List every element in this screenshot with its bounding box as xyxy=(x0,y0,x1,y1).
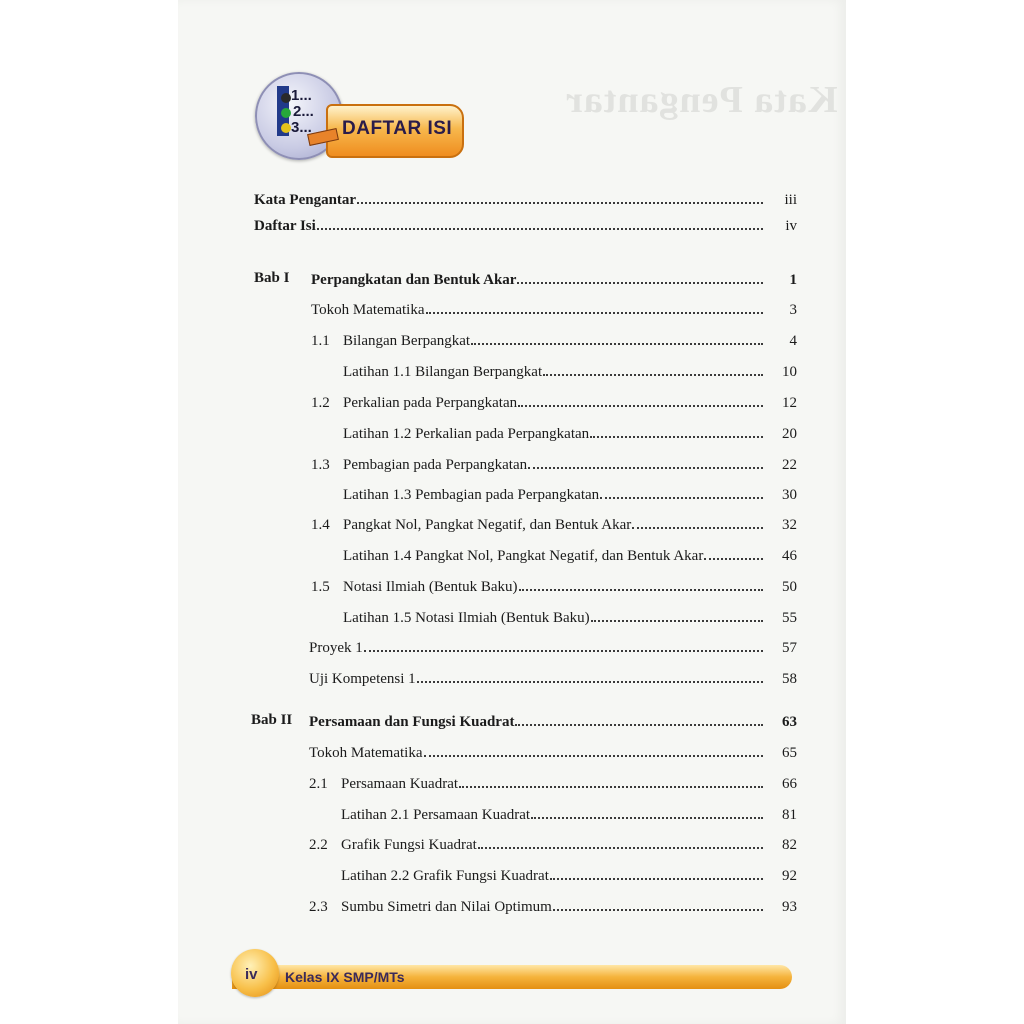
toc-entry-title: Perkalian pada Perpangkatan xyxy=(343,395,518,411)
leader-dots xyxy=(518,393,763,407)
leader-dots xyxy=(417,669,763,683)
section-number: 2.2 xyxy=(309,837,328,853)
leader-dots xyxy=(553,897,763,911)
toc-page-number: 66 xyxy=(782,776,797,792)
toc-page-number: iv xyxy=(785,218,797,234)
toc-page-number: 22 xyxy=(782,457,797,473)
leader-dots xyxy=(426,300,763,314)
toc-entry[interactable] xyxy=(343,424,797,446)
badge-number: 2... xyxy=(293,103,314,120)
toc-entry[interactable] xyxy=(311,577,797,599)
leader-dots xyxy=(478,835,763,849)
section-number: 2.1 xyxy=(309,776,328,792)
section-number: 1.5 xyxy=(311,579,330,595)
toc-entry-title: Grafik Fungsi Kuadrat xyxy=(341,837,477,853)
toc-entry-title: Uji Kompetensi 1 xyxy=(309,671,416,687)
toc-entry-title: Latihan 1.1 Bilangan Berpangkat xyxy=(343,364,543,380)
toc-entry-title: Sumbu Simetri dan Nilai Optimum xyxy=(341,899,552,915)
toc-entry[interactable] xyxy=(309,669,797,691)
toc-entry-title: Latihan 2.1 Persamaan Kuadrat xyxy=(341,807,531,823)
toc-page-number: 93 xyxy=(782,899,797,915)
leader-dots xyxy=(357,190,763,204)
toc-entry[interactable] xyxy=(311,331,797,353)
chapter-label: Bab I xyxy=(254,270,290,286)
toc-entry-title: Kata Pengantar xyxy=(254,192,357,208)
section-number: 1.4 xyxy=(311,517,330,533)
toc-entry-title: Persamaan dan Fungsi Kuadrat xyxy=(309,714,515,730)
toc-entry[interactable] xyxy=(311,393,797,415)
toc-entry-title: Tokoh Matematika xyxy=(309,745,423,761)
toc-entry-title: Perpangkatan dan Bentuk Akar xyxy=(311,272,517,288)
toc-page-number: 58 xyxy=(782,671,797,687)
toc-chapter-1[interactable] xyxy=(311,270,797,292)
bleed-through-text: Kata Pengantar xyxy=(565,79,838,121)
toc-entry-title: Notasi Ilmiah (Bentuk Baku) xyxy=(343,579,518,595)
toc-entry-title: Latihan 1.4 Pangkat Nol, Pangkat Negatif, dan Bentuk Akar xyxy=(343,548,704,564)
toc-entry[interactable] xyxy=(343,362,797,384)
page-title: DAFTAR ISI xyxy=(342,118,453,139)
leader-dots xyxy=(543,362,763,376)
toc-page-number: 12 xyxy=(782,395,797,411)
leader-dots xyxy=(471,331,763,345)
toc-page-number: 63 xyxy=(782,714,797,730)
badge-number: 1... xyxy=(291,87,312,104)
toc-entry-daftar-isi[interactable] xyxy=(254,216,797,238)
toc-entry[interactable] xyxy=(311,515,797,537)
toc-entry[interactable] xyxy=(341,805,797,827)
toc-page-number: 81 xyxy=(782,807,797,823)
leader-dots xyxy=(591,608,763,622)
toc-page-number: 10 xyxy=(782,364,797,380)
bullet-dot-icon xyxy=(281,108,291,118)
toc-entry[interactable] xyxy=(311,300,797,322)
leader-dots xyxy=(531,805,763,819)
toc-entry-title: Pembagian pada Perpangkatan xyxy=(343,457,528,473)
toc-entry[interactable] xyxy=(309,835,797,857)
toc-entry[interactable] xyxy=(341,866,797,888)
toc-entry-title: Persamaan Kuadrat xyxy=(341,776,459,792)
toc-page-number: 55 xyxy=(782,610,797,626)
toc-entry-kata-pengantar[interactable] xyxy=(254,190,797,212)
bullet-dot-icon xyxy=(281,123,291,133)
toc-page-number: 1 xyxy=(789,272,797,288)
toc-page-number: 4 xyxy=(789,333,797,349)
toc-page-number: 50 xyxy=(782,579,797,595)
toc-entry-title: Tokoh Matematika xyxy=(311,302,425,318)
toc-entry-title: Daftar Isi xyxy=(254,218,316,234)
leader-dots xyxy=(704,546,763,560)
toc-page-number: 32 xyxy=(782,517,797,533)
toc-page-number: 65 xyxy=(782,745,797,761)
toc-page-number: 30 xyxy=(782,487,797,503)
toc-entry[interactable] xyxy=(311,455,797,477)
toc-entry[interactable] xyxy=(343,546,797,568)
toc-entry-title: Latihan 1.3 Pembagian pada Perpangkatan xyxy=(343,487,600,503)
toc-entry-title: Bilangan Berpangkat xyxy=(343,333,471,349)
toc-entry[interactable] xyxy=(309,774,797,796)
leader-dots xyxy=(317,216,763,230)
toc-entry[interactable] xyxy=(343,608,797,630)
leader-dots xyxy=(550,866,763,880)
toc-entry-title: Latihan 1.5 Notasi Ilmiah (Bentuk Baku) xyxy=(343,610,590,626)
toc-entry[interactable] xyxy=(309,638,797,660)
toc-chapter-2[interactable] xyxy=(309,712,797,734)
leader-dots xyxy=(519,577,763,591)
leader-dots xyxy=(517,270,763,284)
footer-page-number: iv xyxy=(245,966,258,983)
toc-page-number: 20 xyxy=(782,426,797,442)
leader-dots xyxy=(424,743,763,757)
leader-dots xyxy=(364,638,763,652)
toc-page-number: 82 xyxy=(782,837,797,853)
leader-dots xyxy=(515,712,763,726)
bullet-dot-icon xyxy=(281,93,291,103)
toc-entry-title: Pangkat Nol, Pangkat Negatif, dan Bentuk Akar xyxy=(343,517,632,533)
toc-page-number: 57 xyxy=(782,640,797,656)
toc-page-number: 46 xyxy=(782,548,797,564)
section-number: 1.2 xyxy=(311,395,330,411)
toc-entry-title: Latihan 1.2 Perkalian pada Perpangkatan xyxy=(343,426,590,442)
toc-entry-title: Latihan 2.2 Grafik Fungsi Kuadrat xyxy=(341,868,549,884)
leader-dots xyxy=(459,774,763,788)
leader-dots xyxy=(632,515,763,529)
toc-page-number: 92 xyxy=(782,868,797,884)
leader-dots xyxy=(528,455,763,469)
toc-entry[interactable] xyxy=(309,743,797,765)
leader-dots xyxy=(590,424,763,438)
section-number: 1.1 xyxy=(311,333,330,349)
badge-number: 3... xyxy=(291,119,312,136)
toc-entry-title: Proyek 1 xyxy=(309,640,363,656)
toc-entry[interactable] xyxy=(309,897,797,919)
toc-page-number: 3 xyxy=(789,302,797,318)
toc-page-number: iii xyxy=(784,192,797,208)
chapter-label: Bab II xyxy=(251,712,293,728)
section-number: 2.3 xyxy=(309,899,328,915)
leader-dots xyxy=(600,485,763,499)
footer-book-title: Kelas IX SMP/MTs xyxy=(285,969,405,985)
section-number: 1.3 xyxy=(311,457,330,473)
toc-entry[interactable] xyxy=(343,485,797,507)
